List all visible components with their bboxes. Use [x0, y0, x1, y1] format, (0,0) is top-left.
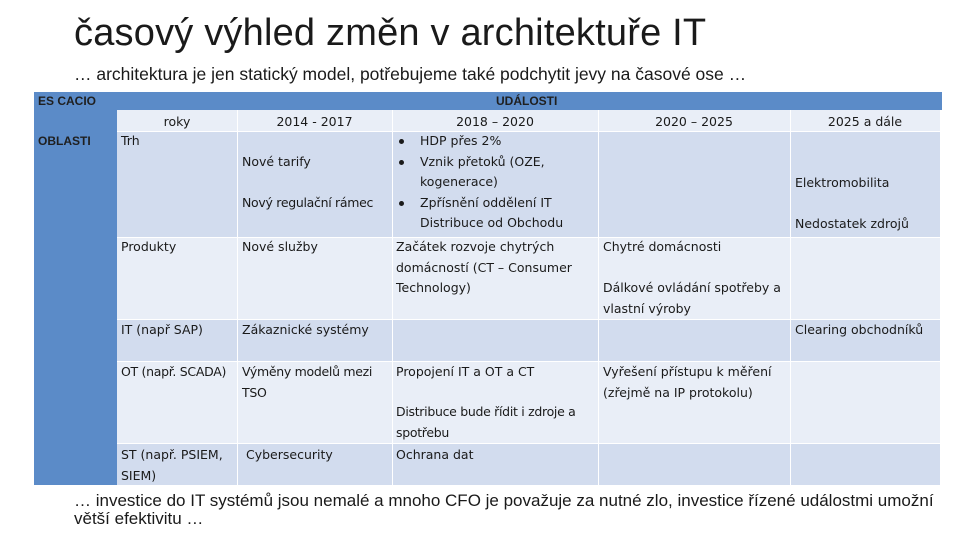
cell-trh-p1-b: Nový regulační rámec — [242, 195, 374, 210]
cell-st-p1: Cybersecurity — [246, 447, 333, 462]
areas-label: OBLASTI — [38, 134, 91, 148]
cell-st-p2: Ochrana dat — [396, 447, 474, 462]
events-header-band — [34, 92, 942, 110]
cell-it-p4: Clearing obchodníků — [795, 322, 924, 337]
grid-line — [237, 110, 238, 485]
bullet-icon — [399, 139, 404, 144]
cell-ot-p1: Výměny modelů mezi TSO — [242, 364, 373, 400]
row-label-trh: Trh — [121, 133, 140, 148]
list-item: HDP přes 2% — [393, 131, 593, 152]
cell-trh-p4-a: Elektromobilita — [795, 175, 890, 190]
cell-trh-p1-a: Nové tarify — [242, 154, 311, 169]
cell-it-p1: Zákaznické systémy — [242, 322, 369, 337]
cell-trh-p2-list — [393, 131, 593, 234]
cell-produkty-p1: Nové služby — [242, 239, 318, 254]
row-label-it: IT (např SAP) — [121, 322, 203, 337]
grid-line — [117, 443, 940, 444]
cell-trh-p4-b: Nedostatek zdrojů — [795, 216, 909, 231]
row-st — [117, 443, 940, 485]
period-header: 2025 a dále — [827, 114, 903, 129]
grid-line — [790, 110, 791, 485]
cell-ot-p2-b: Distribuce bude řídit i zdroje a spotřebu — [396, 404, 576, 440]
period-header: 2020 – 2025 — [655, 114, 733, 129]
roky-label: roky — [163, 114, 191, 129]
period-header: 2014 - 2017 — [276, 114, 353, 129]
corner-label: ES CACIO — [38, 94, 97, 108]
cell-ot-p2-a: Propojení IT a OT a CT — [396, 364, 535, 379]
areas-column — [34, 110, 117, 485]
cell-ot-p3: Vyřešení přístupu k měření (zřejmě na IP protokolu) — [603, 364, 772, 400]
list-item: Zpřísnění oddělení IT Distribuce od Obchodu — [393, 193, 593, 234]
cell-produkty-p3-a: Chytré domácnosti — [603, 239, 722, 254]
period-header: 2018 – 2020 — [456, 114, 534, 129]
cell-produkty-p2: Začátek rozvoje chytrých domácností (CT – Consumer Technology) — [396, 239, 572, 295]
bullet-icon — [399, 160, 404, 165]
row-label-st: ST (např. PSIEM, SIEM) — [121, 447, 223, 483]
events-label: UDÁLOSTI — [496, 94, 558, 108]
page-title: časový výhled změn v architektuře IT — [74, 12, 707, 54]
row-label-ot: OT (např. SCADA) — [121, 364, 227, 379]
footer-note: … investice do IT systémů jsou nemalé a mnoho CFO je považuje za nutné zlo, investice řízené událostmi umožní větší efektivitu … — [74, 491, 934, 528]
bullet-icon — [399, 201, 404, 206]
list-item: Vznik přetoků (OZE, kogenerace) — [393, 152, 593, 193]
row-label-produkty: Produkty — [121, 239, 177, 254]
grid-line — [598, 110, 599, 485]
cell-produkty-p3-b: Dálkové ovládání spotřeby a vlastní výroby — [603, 280, 781, 316]
page-subtitle: … architektura je jen statický model, potřebujeme také podchytit jevy na časové ose … — [74, 64, 747, 84]
